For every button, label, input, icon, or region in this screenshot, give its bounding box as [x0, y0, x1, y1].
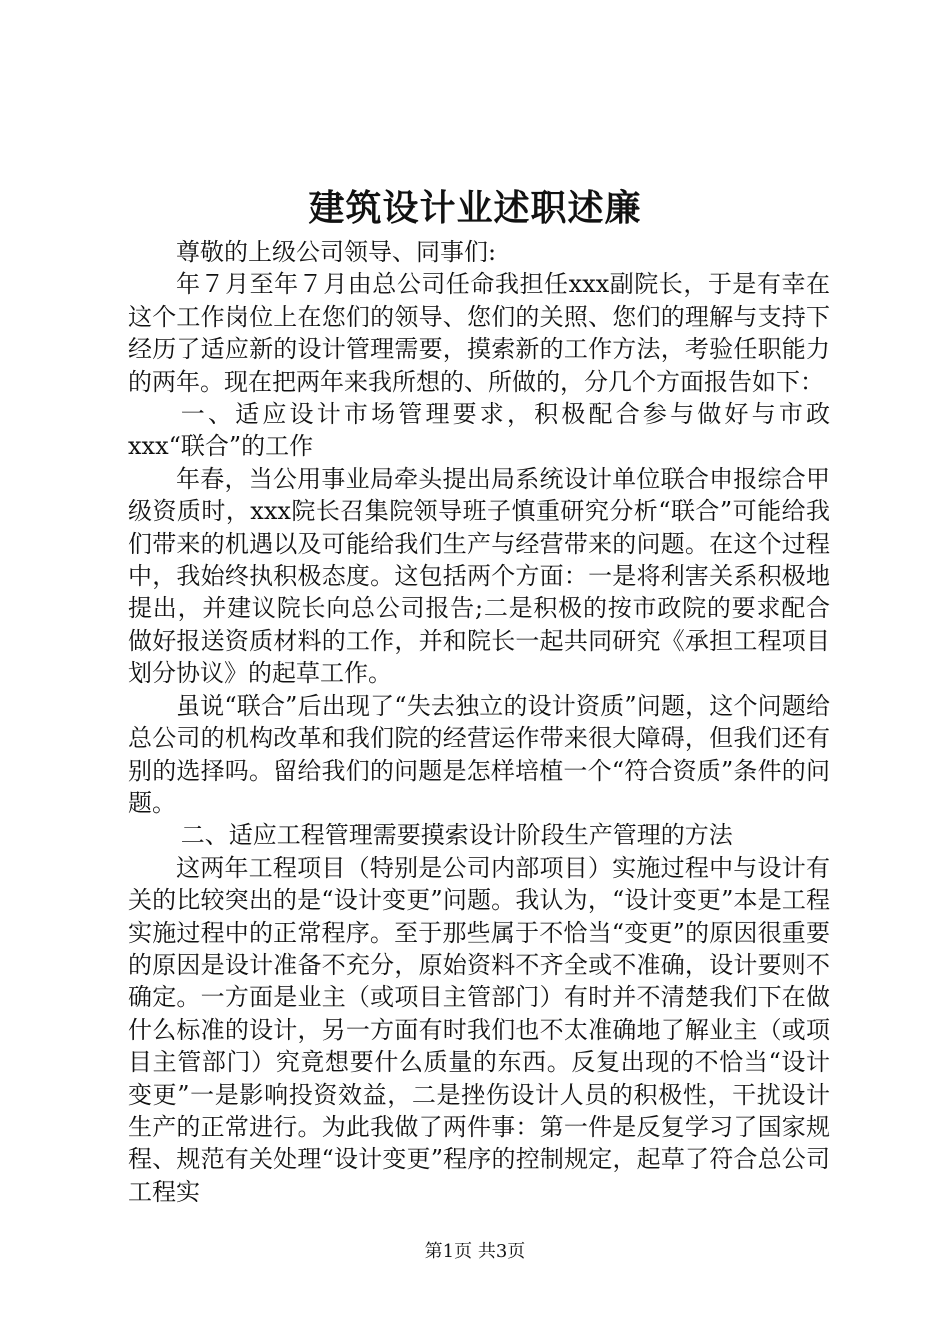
body-paragraph: 虽说“联合”后出现了“失去独立的设计资质”问题，这个问题给总公司的机构改革和我们院的经营运作带来很大障碍，但我们还有别的选择吗。留给我们的问题是怎样培植一个“符合资质”条件的问题。 — [128, 691, 830, 817]
intro-paragraph: 年７月至年７月由总公司任命我担任xxx副院长，于是有幸在这个工作岗位上在您们的领导、您们的关照、您们的理解与支持下经历了适应新的设计管理需要，摸索新的工作方法，考验任职能力的两年。现在把两年来我所想的、所做的，分几个方面报告如下： — [128, 270, 830, 396]
section-heading-1: 一、适应设计市场管理要求，积极配合参与做好与市政xxx“联合”的工作 — [128, 400, 830, 461]
page-footer: 第1页 共3页 — [424, 1241, 526, 1262]
body-paragraph: 这两年工程项目（特别是公司内部项目）实施过程中与设计有关的比较突出的是“设计变更”问题。我认为，“设计变更”本是工程实施过程中的正常程序。至于那些属于不恰当“变更”的原因很重要的原因是设计准备不充分，原始资料不齐全或不准确，设计要则不确定。一方面是业主（或项目主管部门）有时并不清楚我们下在做什么标准的设计，另一方面有时我们也不太准确地了解业主（或项目主管部门）究竟想要什么质量的东西。反复出现的不恰当“设计变更”一是影响投资效益，二是挫伤设计人员的积极性，干扰设计生产的正常进行。为此我做了两件事：第一件是反复学习了国家规程、规范有关处理“设计变更”程序的控制规定，起草了符合总公司工程实 — [128, 853, 830, 1206]
document-title: 建筑设计业述职述廉 — [308, 187, 642, 229]
document-body — [128, 236, 830, 1208]
salutation-paragraph: 尊敬的上级公司领导、同事们: — [176, 238, 497, 266]
body-paragraph: 年春，当公用事业局牵头提出局系统设计单位联合申报综合甲级资质时，xxx院长召集院领导班子慎重研究分析“联合”可能给我们带来的机遇以及可能给我们生产与经营带来的问题。在这个过程中，我始终执积极态度。这包括两个方面：一是将利害关系积极地提出，并建议院长向总公司报告;二是积极的按市政院的要求配合做好报送资质材料的工作，并和院长一起共同研究《承担工程项目划分协议》的起草工作。 — [128, 464, 830, 688]
section-heading-2: 二、适应工程管理需要摸索设计阶段生产管理的方法 — [180, 821, 733, 850]
